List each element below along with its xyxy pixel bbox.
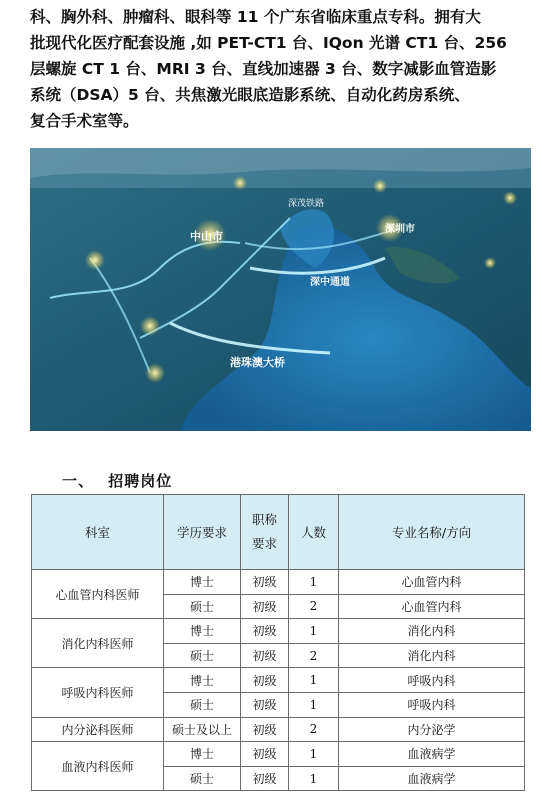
dept-cell: 心血管内科医师	[32, 570, 164, 619]
table-row	[32, 717, 525, 742]
map-illustration	[30, 148, 531, 431]
dept-cell: 呼吸内科医师	[32, 668, 164, 717]
map-label-bridge: 港珠澳大桥	[230, 357, 285, 369]
intro-line: 层螺旋 CT 1 台、MRI 3 台、直线加速器 3 台、数字减影血管造影	[30, 60, 497, 78]
edu-cell: 博士	[164, 570, 241, 595]
map-label-railway: 深茂铁路	[288, 198, 325, 208]
count-cell: 2	[289, 717, 339, 742]
major-cell: 血液病学	[339, 742, 525, 767]
count-cell: 1	[289, 742, 339, 767]
title-cell: 初级	[241, 717, 289, 742]
table-row	[32, 619, 525, 644]
intro-line: 批现代化医疗配套设施 ,如 PET-CT1 台、IQon 光谱 CT1 台、256	[30, 34, 507, 52]
count-cell: 1	[289, 668, 339, 693]
map-label-zhongshan: 中山市	[190, 231, 223, 243]
header-count: 人数	[289, 495, 339, 570]
map-label-passage: 深中通道	[310, 277, 350, 288]
edu-cell: 博士	[164, 619, 241, 644]
header-edu: 学历要求	[164, 495, 241, 570]
edu-cell: 博士	[164, 668, 241, 693]
edu-cell: 硕士及以上	[164, 717, 241, 742]
count-cell: 2	[289, 594, 339, 619]
header-major: 专业名称/方向	[339, 495, 525, 570]
major-cell: 血液病学	[339, 766, 525, 791]
count-cell: 1	[289, 570, 339, 595]
dept-cell: 内分泌科医师	[32, 717, 164, 742]
intro-paragraph	[30, 4, 535, 134]
map-label-shenzhen: 深圳市	[385, 224, 415, 235]
title-cell: 初级	[241, 570, 289, 595]
major-cell: 消化内科	[339, 619, 525, 644]
major-cell: 内分泌学	[339, 717, 525, 742]
table-row	[32, 668, 525, 693]
table-header-row	[32, 495, 525, 570]
count-cell: 1	[289, 692, 339, 717]
title-cell: 初级	[241, 766, 289, 791]
title-cell: 初级	[241, 692, 289, 717]
section-heading	[62, 470, 172, 491]
major-cell: 心血管内科	[339, 570, 525, 595]
region-map-image	[30, 148, 531, 431]
dept-cell: 消化内科医师	[32, 619, 164, 668]
intro-line: 系统（DSA）5 台、共焦激光眼底造影系统、自动化药房系统、	[30, 86, 470, 104]
section-number: 一、	[62, 472, 95, 490]
title-cell: 初级	[241, 742, 289, 767]
major-cell: 呼吸内科	[339, 692, 525, 717]
title-cell: 初级	[241, 668, 289, 693]
title-cell: 初级	[241, 619, 289, 644]
title-cell: 初级	[241, 643, 289, 668]
edu-cell: 硕士	[164, 594, 241, 619]
header-title-top: 职称	[251, 512, 277, 527]
edu-cell: 硕士	[164, 692, 241, 717]
title-cell: 初级	[241, 594, 289, 619]
edu-cell: 硕士	[164, 643, 241, 668]
table-row	[32, 570, 525, 595]
major-cell: 消化内科	[339, 643, 525, 668]
section-title: 招聘岗位	[108, 472, 173, 490]
edu-cell: 硕士	[164, 766, 241, 791]
count-cell: 1	[289, 619, 339, 644]
edu-cell: 博士	[164, 742, 241, 767]
dept-cell: 血液内科医师	[32, 742, 164, 791]
count-cell: 2	[289, 643, 339, 668]
positions-table	[31, 494, 525, 791]
intro-line: 复合手术室等。	[30, 112, 139, 130]
header-dept: 科室	[32, 495, 164, 570]
major-cell: 心血管内科	[339, 594, 525, 619]
count-cell: 1	[289, 766, 339, 791]
header-title-bottom: 要求	[251, 536, 277, 551]
major-cell: 呼吸内科	[339, 668, 525, 693]
intro-line: 科、胸外科、肿瘤科、眼科等 11 个广东省临床重点专科。拥有大	[30, 8, 481, 26]
table-row	[32, 742, 525, 767]
header-title	[241, 495, 289, 570]
